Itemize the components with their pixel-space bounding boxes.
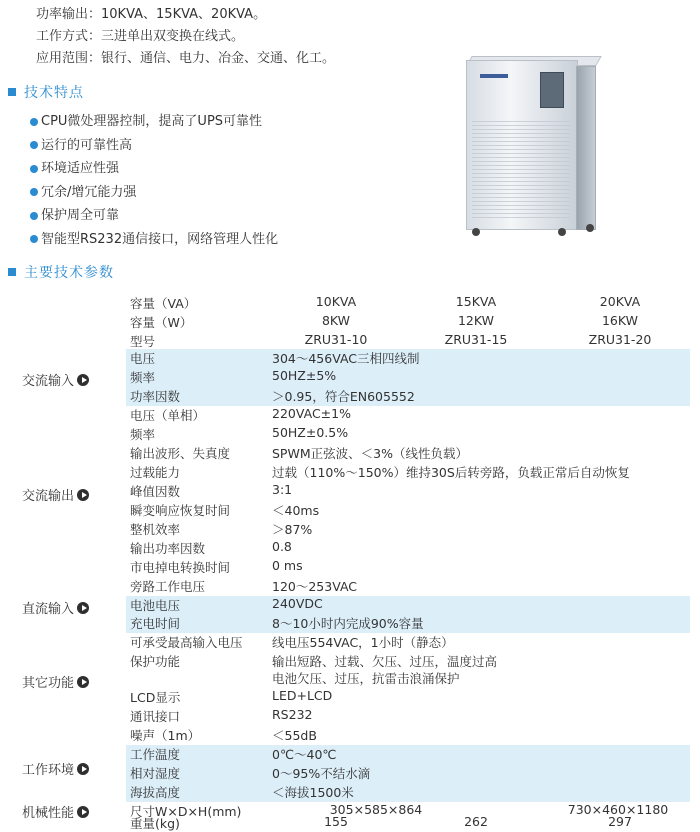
group-label-ac-input: 交流输入 <box>22 370 89 389</box>
table-row: 电压（单相） 220VAC±1% <box>130 406 351 423</box>
intro-block <box>36 4 335 70</box>
bullet-dot-icon <box>30 118 38 126</box>
ups-vent-grill <box>472 118 570 218</box>
feature-item: 环境适应性强 <box>30 157 278 181</box>
params-section-title: 主要技术参数 <box>8 262 114 282</box>
wheel-icon <box>586 224 594 232</box>
group-label-other-functions: 其它功能 <box>22 672 89 691</box>
table-row: 保护功能 输出短路、过载、欠压、过压，温度过高 电池欠压、过压，抗雷击浪涌保护 <box>130 654 498 686</box>
table-row: 输出功率因数 0.8 <box>130 539 292 556</box>
table-row: 过载能力 过载（110%～150%）维持30S后转旁路，负载正常后自动恢复 <box>130 465 630 480</box>
ups-display-panel <box>540 72 564 108</box>
table-row: 电压 304～456VAC三相四线制 <box>126 349 690 368</box>
table-row: 电池电压 240VDC <box>126 596 690 614</box>
wheel-icon <box>558 228 566 236</box>
intro-work-mode: 工作方式：三进单出双变换在线式。 <box>36 29 245 44</box>
play-arrow-icon <box>77 763 89 775</box>
feature-item: 冗余/增冗能力强 <box>30 181 278 205</box>
table-row: 噪声（1m） ＜55dB <box>130 728 317 743</box>
table-row: 市电掉电转换时间 0 ms <box>130 558 303 575</box>
group-label-ac-output: 交流输出 <box>22 485 89 504</box>
table-row: 型号 ZRU31-10 ZRU31-15 ZRU31-20 <box>130 332 652 349</box>
table-row: 容量（W） 8KW 12KW 16KW <box>130 313 639 330</box>
table-row: 相对湿度 0～95%不结水滴 <box>126 764 690 783</box>
feature-item: CPU微处理器控制，提高了UPS可靠性 <box>30 110 278 134</box>
table-row: 重量(kg) 155 262 297 <box>130 814 632 831</box>
group-label-work-environment: 工作环境 <box>22 759 89 778</box>
bullet-dot-icon <box>30 235 38 243</box>
feature-item: 运行的可靠性高 <box>30 134 278 158</box>
group-label-dc-input: 直流输入 <box>22 598 89 617</box>
params-table <box>0 292 700 831</box>
group-label-mechanical: 机械性能 <box>22 802 89 821</box>
table-row: 通讯接口 RS232 <box>130 707 313 724</box>
wheel-icon <box>472 228 480 236</box>
bullet-dot-icon <box>30 165 38 173</box>
play-arrow-icon <box>77 806 89 818</box>
intro-power-output: 功率输出：10KVA、15KVA、20KVA。 <box>36 7 267 22</box>
feature-item: 保护周全可靠 <box>30 204 278 228</box>
table-row: 容量（VA） 10KVA 15KVA 20KVA <box>130 294 641 311</box>
table-row: 充电时间 8～10小时内完成90%容量 <box>126 614 690 633</box>
play-arrow-icon <box>77 602 89 614</box>
bullet-dot-icon <box>30 212 38 220</box>
play-arrow-icon <box>77 374 89 386</box>
table-row: 整机效率 ＞87% <box>130 522 313 537</box>
table-row: 尺寸W×D×H(mm) 305×585×864 730×460×1180 <box>130 802 669 819</box>
intro-application-scope: 应用范围：银行、通信、电力、冶金、交通、化工。 <box>36 51 336 66</box>
table-row: 功率因数 ＞0.95，符合EN605552 <box>126 387 690 406</box>
ups-cabinet-image <box>458 56 600 242</box>
features-section-title: 技术特点 <box>8 82 84 102</box>
table-row: 频率 50HZ±5% <box>126 368 690 387</box>
play-arrow-icon <box>77 676 89 688</box>
bullet-dot-icon <box>30 188 38 196</box>
table-row: 瞬变响应恢复时间 ＜40ms <box>130 503 320 518</box>
table-row: LCD显示 LED+LCD <box>130 688 333 705</box>
table-row: 工作温度 0℃～40℃ <box>126 745 690 764</box>
ups-logo-strip <box>480 74 508 78</box>
square-bullet-icon <box>8 268 16 276</box>
table-row: 可承受最高输入电压 线电压554VAC，1小时（静态） <box>130 635 454 650</box>
table-row: 海拔高度 ＜海拔1500米 <box>126 783 690 802</box>
bullet-dot-icon <box>30 141 38 149</box>
table-row: 旁路工作电压 120～253VAC <box>130 579 358 594</box>
table-row: 频率 50HZ±0.5% <box>130 425 349 442</box>
features-list <box>30 110 278 251</box>
feature-item: 智能型RS232通信接口，网络管理人性化 <box>30 228 278 252</box>
square-bullet-icon <box>8 88 16 96</box>
play-arrow-icon <box>77 489 89 501</box>
table-row: 输出波形、失真度 SPWM正弦波、＜3%（线性负载） <box>130 446 468 461</box>
table-row: 峰值因数 3:1 <box>130 482 293 499</box>
